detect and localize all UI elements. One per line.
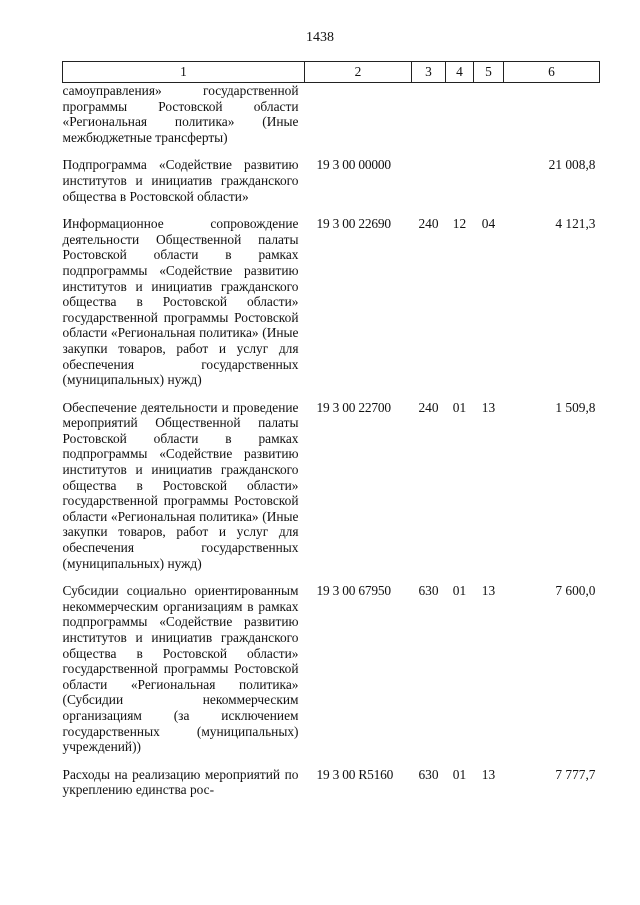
- table-row: [63, 216, 600, 388]
- row-col-5: 13: [481, 583, 496, 599]
- row-name: Обеспечение деятельности и проведение мероприятий Общественной палаты Ростовской области в рамках подпрограммы «Содействие развитию институтов и инициатив гражданского общества в Ростовской области» государственной программы Ростовской области «Региональная политика» (Иные закупки товаров, работ и услуг для обеспечения государственных (муниципальных) нужд): [62, 399, 299, 571]
- row-col-3: [412, 157, 446, 204]
- row-code: 19 3 00 22690: [316, 216, 391, 232]
- row-col-3: 240: [418, 399, 439, 415]
- row-amount: 21 008,8: [548, 157, 596, 173]
- row-name: Подпрограмма «Содействие развитию институтов и инициатив гражданского общества в Ростовской области»: [62, 157, 299, 204]
- row-amount: 7 777,7: [555, 766, 596, 782]
- table-row: [63, 400, 600, 572]
- row-name: Расходы на реализацию мероприятий по укреплению единства рос-: [62, 766, 299, 798]
- row-col-4: 12: [452, 216, 467, 232]
- row-code: 19 3 00 22700: [316, 399, 391, 415]
- row-col-5: [474, 83, 504, 146]
- header-row: [63, 62, 600, 83]
- row-col-3: 630: [418, 766, 439, 782]
- table-row: [63, 767, 600, 798]
- row-col-3: 240: [418, 216, 439, 232]
- row-name: Субсидии социально ориентированным некоммерческим организациям в рамках подпрограммы «Содействие развитию институтов и инициатив гражданского общества в Ростовской области» государственной программы Ростовской области «Региональная политика» (Субсидии некоммерческим организациям (за исключением государственных (муниципальных) учреждений)): [62, 583, 299, 755]
- budget-table: [62, 61, 600, 798]
- row-amount: 4 121,3: [555, 216, 596, 232]
- header-col-4: 4: [446, 62, 474, 83]
- header-col-name: 1: [63, 62, 305, 83]
- row-col-5: 04: [481, 216, 496, 232]
- row-col-5: 13: [481, 766, 496, 782]
- header-col-amount: 6: [504, 62, 600, 83]
- row-col-4: 01: [452, 766, 467, 782]
- row-code: 19 3 00 00000: [316, 157, 391, 173]
- row-name: Информационное сопровождение деятельности Общественной палаты Ростовской области в рамках подпрограммы «Содействие развитию институтов и инициатив гражданского общества в Ростовской области» государственной программы Ростовской области «Региональная политика» (Иные закупки товаров, работ и услуг для обеспечения государственных (муниципальных) нужд): [62, 216, 299, 388]
- row-amount: [504, 83, 600, 146]
- table-row: [63, 83, 600, 146]
- row-code: 19 3 00 67950: [316, 583, 391, 599]
- row-col-4: [446, 83, 474, 146]
- row-name: самоуправления» государственной программы Ростовской области «Региональная политика» (Иные межбюджетные трансферты): [62, 83, 299, 145]
- table-row: [63, 583, 600, 755]
- page-number: 1438: [306, 30, 334, 45]
- row-amount: 1 509,8: [555, 399, 596, 415]
- row-col-4: [446, 157, 474, 204]
- row-code: 19 3 00 R5160: [316, 766, 394, 782]
- row-code: [305, 83, 412, 146]
- header-col-5: 5: [474, 62, 504, 83]
- header-col-code: 2: [305, 62, 412, 83]
- row-col-3: 630: [418, 583, 439, 599]
- row-col-4: 01: [452, 583, 467, 599]
- row-col-5: 13: [481, 399, 496, 415]
- row-amount: 7 600,0: [555, 583, 596, 599]
- table-row: [63, 157, 600, 204]
- row-col-3: [412, 83, 446, 146]
- row-col-4: 01: [452, 399, 467, 415]
- header-col-3: 3: [412, 62, 446, 83]
- row-col-5: [474, 157, 504, 204]
